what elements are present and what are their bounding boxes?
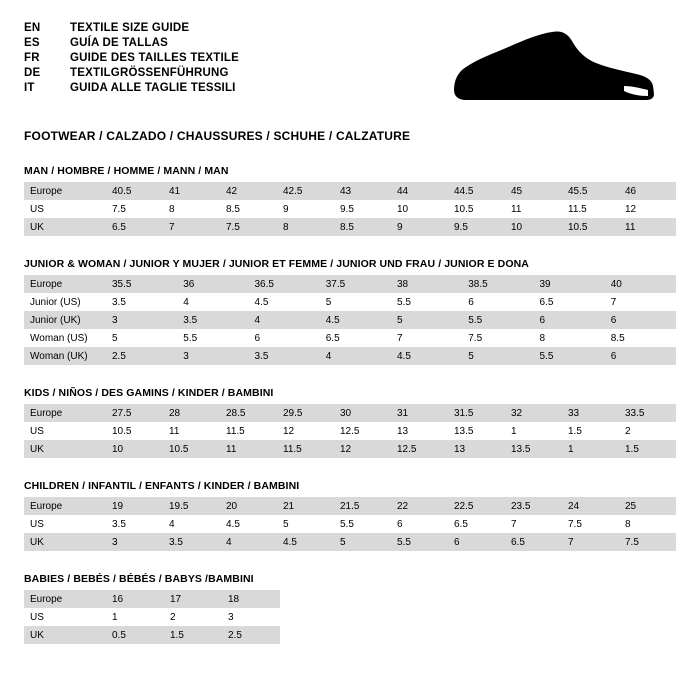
cell: 43 [334, 182, 391, 200]
cell: 5 [462, 347, 533, 365]
cell: 11.5 [562, 200, 619, 218]
language-code: EN [24, 22, 41, 34]
cell: 18 [222, 590, 280, 608]
cell: 25 [619, 497, 676, 515]
cell: 40 [605, 275, 676, 293]
cell: 7.5 [619, 533, 676, 551]
cell: 2.5 [106, 347, 177, 365]
cell: 7 [605, 293, 676, 311]
cell: 30 [334, 404, 391, 422]
cell: 24 [562, 497, 619, 515]
cell: 11.5 [220, 422, 277, 440]
cell: 8 [163, 200, 220, 218]
cell: 13.5 [448, 422, 505, 440]
cell: 45 [505, 182, 562, 200]
table-row [24, 497, 676, 515]
table-row [24, 293, 676, 311]
cell: 6 [448, 533, 505, 551]
cell: 5.5 [462, 311, 533, 329]
cell: 38.5 [462, 275, 533, 293]
cell: 3.5 [106, 515, 163, 533]
table-row [24, 404, 676, 422]
section-title: MAN / HOMBRE / HOMME / MANN / MAN [24, 165, 229, 177]
cell: 9 [277, 200, 334, 218]
section-title: KIDS / NIÑOS / DES GAMINS / KINDER / BAMBINI [24, 387, 274, 399]
language-code: ES [24, 37, 40, 49]
cell: 42.5 [277, 182, 334, 200]
cell: 11 [619, 218, 676, 236]
cell: 5.5 [534, 347, 605, 365]
cell: 38 [391, 275, 462, 293]
cell: 3.5 [106, 293, 177, 311]
category-title: FOOTWEAR / CALZADO / CHAUSSURES / SCHUHE / CALZATURE [24, 129, 411, 143]
cell: 2.5 [222, 626, 280, 644]
section-man [24, 165, 676, 236]
cell: 5 [320, 293, 391, 311]
cell: 16 [106, 590, 164, 608]
cell: 29.5 [277, 404, 334, 422]
cell: 7 [562, 533, 619, 551]
page-header [24, 22, 676, 113]
cell: 3 [177, 347, 248, 365]
table-row [24, 590, 280, 608]
cell: 6 [605, 311, 676, 329]
cell: 44.5 [448, 182, 505, 200]
row-label: UK [24, 440, 106, 458]
cell: 6 [605, 347, 676, 365]
cell: 7.5 [462, 329, 533, 347]
cell: 6 [534, 311, 605, 329]
section-junior-woman [24, 258, 676, 365]
cell: 4.5 [249, 293, 320, 311]
cell: 42 [220, 182, 277, 200]
cell: 3.5 [163, 533, 220, 551]
cell: 6 [391, 515, 448, 533]
section-babies [24, 573, 676, 644]
language-row [24, 52, 239, 64]
cell: 1.5 [619, 440, 676, 458]
cell: 8.5 [220, 200, 277, 218]
cell: 7 [163, 218, 220, 236]
cell: 46 [619, 182, 676, 200]
row-label: UK [24, 626, 106, 644]
cell: 45.5 [562, 182, 619, 200]
cell: 2 [164, 608, 222, 626]
table-row [24, 608, 280, 626]
cell: 4 [249, 311, 320, 329]
cell: 5.5 [391, 533, 448, 551]
cell: 5 [334, 533, 391, 551]
cell: 7.5 [562, 515, 619, 533]
cell: 5.5 [177, 329, 248, 347]
cell: 21 [277, 497, 334, 515]
section-kids [24, 387, 676, 458]
cell: 1 [562, 440, 619, 458]
size-table-man [24, 182, 676, 236]
row-label: Europe [24, 590, 106, 608]
cell: 7 [505, 515, 562, 533]
row-label: US [24, 200, 106, 218]
cell: 12 [277, 422, 334, 440]
cell: 6 [249, 329, 320, 347]
cell: 31 [391, 404, 448, 422]
cell: 1.5 [164, 626, 222, 644]
cell: 17 [164, 590, 222, 608]
row-label: Europe [24, 497, 106, 515]
language-title-list [24, 22, 239, 94]
language-row [24, 37, 239, 49]
cell: 9 [391, 218, 448, 236]
cell: 6.5 [106, 218, 163, 236]
cell: 4 [220, 533, 277, 551]
cell: 6.5 [505, 533, 562, 551]
cell: 3 [222, 608, 280, 626]
cell: 10 [106, 440, 163, 458]
cell: 10.5 [448, 200, 505, 218]
table-row [24, 275, 676, 293]
cell: 8.5 [605, 329, 676, 347]
cell: 1.5 [562, 422, 619, 440]
cell: 7 [391, 329, 462, 347]
cell: 37.5 [320, 275, 391, 293]
cell: 11 [505, 200, 562, 218]
cell: 3 [106, 533, 163, 551]
language-row [24, 82, 239, 94]
cell: 10.5 [562, 218, 619, 236]
cell: 9.5 [448, 218, 505, 236]
cell: 8 [619, 515, 676, 533]
cell: 1 [505, 422, 562, 440]
language-row [24, 67, 239, 79]
row-label: UK [24, 533, 106, 551]
row-label: Europe [24, 404, 106, 422]
row-label: US [24, 515, 106, 533]
cell: 4.5 [391, 347, 462, 365]
cell: 19.5 [163, 497, 220, 515]
cell: 10.5 [106, 422, 163, 440]
cell: 40.5 [106, 182, 163, 200]
cell: 9.5 [334, 200, 391, 218]
cell: 13 [391, 422, 448, 440]
section-title: BABIES / BEBÉS / BÉBÉS / BABYS /BAMBINI [24, 573, 254, 585]
cell: 11.5 [277, 440, 334, 458]
cell: 7.5 [220, 218, 277, 236]
cell: 3 [106, 311, 177, 329]
row-label: Junior (UK) [24, 311, 106, 329]
size-table-kids [24, 404, 676, 458]
cell: 10 [505, 218, 562, 236]
language-title: TEXTILGRÖSSENFÜHRUNG [70, 67, 229, 79]
cell: 5 [277, 515, 334, 533]
cell: 5.5 [391, 293, 462, 311]
cell: 11 [163, 422, 220, 440]
table-row [24, 515, 676, 533]
size-table-children [24, 497, 676, 551]
cell: 4 [163, 515, 220, 533]
cell: 10.5 [163, 440, 220, 458]
cell: 33 [562, 404, 619, 422]
cell: 8.5 [334, 218, 391, 236]
cell: 5 [106, 329, 177, 347]
row-label: UK [24, 218, 106, 236]
cell: 4 [320, 347, 391, 365]
cell: 28 [163, 404, 220, 422]
cell: 44 [391, 182, 448, 200]
cell: 36 [177, 275, 248, 293]
table-row [24, 347, 676, 365]
cell: 6 [462, 293, 533, 311]
cell: 11 [220, 440, 277, 458]
section-title: CHILDREN / INFANTIL / ENFANTS / KINDER / BAMBINI [24, 480, 300, 492]
cell: 4.5 [277, 533, 334, 551]
cell: 6.5 [534, 293, 605, 311]
cell: 22.5 [448, 497, 505, 515]
language-title: GUIDE DES TAILLES TEXTILE [70, 52, 239, 64]
cell: 5.5 [334, 515, 391, 533]
language-row [24, 22, 239, 34]
table-row [24, 422, 676, 440]
cell: 12.5 [334, 422, 391, 440]
cell: 28.5 [220, 404, 277, 422]
table-row [24, 182, 676, 200]
language-code: FR [24, 52, 40, 64]
language-code: DE [24, 67, 41, 79]
cell: 21.5 [334, 497, 391, 515]
row-label: Europe [24, 275, 106, 293]
cell: 8 [277, 218, 334, 236]
cell: 27.5 [106, 404, 163, 422]
cell: 31.5 [448, 404, 505, 422]
cell: 5 [391, 311, 462, 329]
cell: 10 [391, 200, 448, 218]
cell: 8 [534, 329, 605, 347]
cell: 33.5 [619, 404, 676, 422]
cell: 4 [177, 293, 248, 311]
table-row [24, 329, 676, 347]
cell: 13.5 [505, 440, 562, 458]
cell: 12 [619, 200, 676, 218]
cell: 0.5 [106, 626, 164, 644]
language-title: GUÍA DE TALLAS [70, 37, 168, 49]
dress-shoe-icon [448, 28, 658, 113]
section-children [24, 480, 676, 551]
cell: 12.5 [391, 440, 448, 458]
language-code: IT [24, 82, 35, 94]
cell: 3.5 [249, 347, 320, 365]
table-row [24, 533, 676, 551]
cell: 6.5 [320, 329, 391, 347]
cell: 23.5 [505, 497, 562, 515]
language-title: GUIDA ALLE TAGLIE TESSILI [70, 82, 236, 94]
cell: 6.5 [448, 515, 505, 533]
cell: 20 [220, 497, 277, 515]
row-label: Woman (UK) [24, 347, 106, 365]
row-label: US [24, 422, 106, 440]
table-row [24, 440, 676, 458]
size-table-junior-woman [24, 275, 676, 365]
cell: 13 [448, 440, 505, 458]
cell: 12 [334, 440, 391, 458]
row-label: Junior (US) [24, 293, 106, 311]
cell: 39 [534, 275, 605, 293]
cell: 36.5 [249, 275, 320, 293]
cell: 41 [163, 182, 220, 200]
row-label: Woman (US) [24, 329, 106, 347]
cell: 35.5 [106, 275, 177, 293]
cell: 7.5 [106, 200, 163, 218]
row-label: US [24, 608, 106, 626]
size-table-babies [24, 590, 280, 644]
cell: 19 [106, 497, 163, 515]
cell: 1 [106, 608, 164, 626]
table-row [24, 311, 676, 329]
cell: 2 [619, 422, 676, 440]
section-title: JUNIOR & WOMAN / JUNIOR Y MUJER / JUNIOR ET FEMME / JUNIOR UND FRAU / JUNIOR E DONA [24, 258, 529, 270]
table-row [24, 200, 676, 218]
cell: 4.5 [320, 311, 391, 329]
cell: 4.5 [220, 515, 277, 533]
table-row [24, 218, 676, 236]
cell: 3.5 [177, 311, 248, 329]
cell: 22 [391, 497, 448, 515]
table-row [24, 626, 280, 644]
language-title: TEXTILE SIZE GUIDE [70, 22, 190, 34]
cell: 32 [505, 404, 562, 422]
row-label: Europe [24, 182, 106, 200]
